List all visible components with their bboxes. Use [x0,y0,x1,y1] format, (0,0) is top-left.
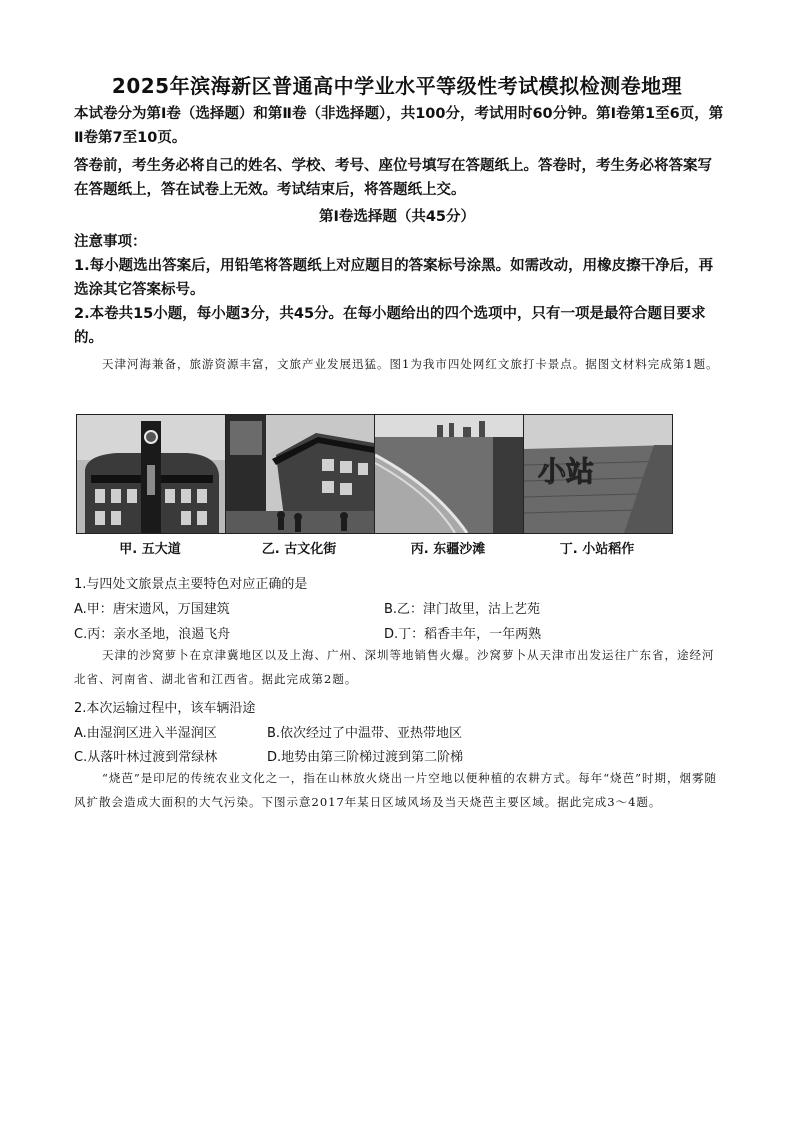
q1-option-d: D.丁：稻香丰年，一年两熟 [384,627,542,642]
q3-4-intro-text: “烧芭”是印尼的传统农业文化之一，指在山林放火烧出一片空地以便种植的农耕方式。每年“烧芭”时期，烟雾随风扩散会造成大面积的大气污染。下图示意2017年某日区域风场及当天烧芭主要区域。据此完成3～4题。 [74,771,718,809]
q1-option-c: C.丙：亲水圣地，浪遏飞舟 [74,627,231,642]
q2-option-a: A.由湿润区进入半湿润区 [74,726,217,741]
note-item-1: 1.每小题选出答案后，用铅笔将答题纸上对应题目的答案标号涂黑。如需改动，用橡皮擦干净后，再选涂其它答案标号。 [74,258,714,298]
exam-instructions-paragraph: 答卷前，考生务必将自己的姓名、学校、考号、座位号填写在答题纸上。答卷时，考生务必将答案写在答题纸上，答在试卷上无效。考试结束后，将答题纸上交。 [74,158,712,198]
figure-1-photo-strip [76,414,670,562]
building-image [77,415,225,533]
q2-intro-text: 天津的沙窝萝卜在京津冀地区以及上海、广州、深圳等地销售火爆。沙窝萝卜从天津市出发运往广东省，途经河北省、河南省、湖北省和江西省。据此完成第2题。 [74,648,715,686]
q1-option-a: A.甲：唐宋遗风，万国建筑 [74,602,230,617]
exam-info-paragraph: 本试卷分为第Ⅰ卷（选择题）和第Ⅱ卷（非选择题），共100分，考试用时60分钟。第Ⅰ卷第1至6页，第Ⅱ卷第7至10页。 [74,106,724,146]
exam-title: 2025年滨海新区普通高中学业水平等级性考试模拟检测卷地理 [111,74,683,98]
rice-field-image [524,415,672,533]
beach-image [375,415,523,533]
q1-stem: 1.与四处文旅景点主要特色对应正确的是 [74,577,308,592]
q1-intro-text: 天津河海兼备，旅游资源丰富，文旅产业发展迅猛。图1为我市四处网红文旅打卡景点。据图文材料完成第1题。 [102,357,719,371]
notes-heading: 注意事项： [74,234,147,250]
photo-wudadao [76,414,226,534]
photo-caption-bing: 丙. 东疆沙滩 [410,542,486,557]
street-image [226,415,374,533]
q1-option-b: B.乙：津门故里，沽上艺苑 [384,602,541,617]
photo-dongjiang-beach [374,414,524,534]
photo-caption-yi: 乙. 古文化街 [261,542,337,557]
photo-guwenhuajie [225,414,375,534]
photo-caption-jia: 甲. 五大道 [119,542,181,557]
q2-option-c: C.从落叶林过渡到常绿林 [74,750,218,765]
section-title: 第Ⅰ卷选择题（共45分） [318,209,476,225]
note-item-2: 2.本卷共15小题，每小题3分，共45分。在每小题给出的四个选项中，只有一项是最符合题目要求的。 [74,306,706,346]
q2-stem: 2.本次运输过程中，该车辆沿途 [74,701,256,716]
photo-xiaozhan-rice [523,414,673,534]
q2-option-d: D.地势由第三阶梯过渡到第二阶梯 [267,750,464,765]
photo-caption-ding: 丁. 小站稻作 [559,542,635,557]
q2-option-b: B.依次经过了中温带、亚热带地区 [267,726,463,741]
field-sign-text: 小站 [538,455,595,488]
